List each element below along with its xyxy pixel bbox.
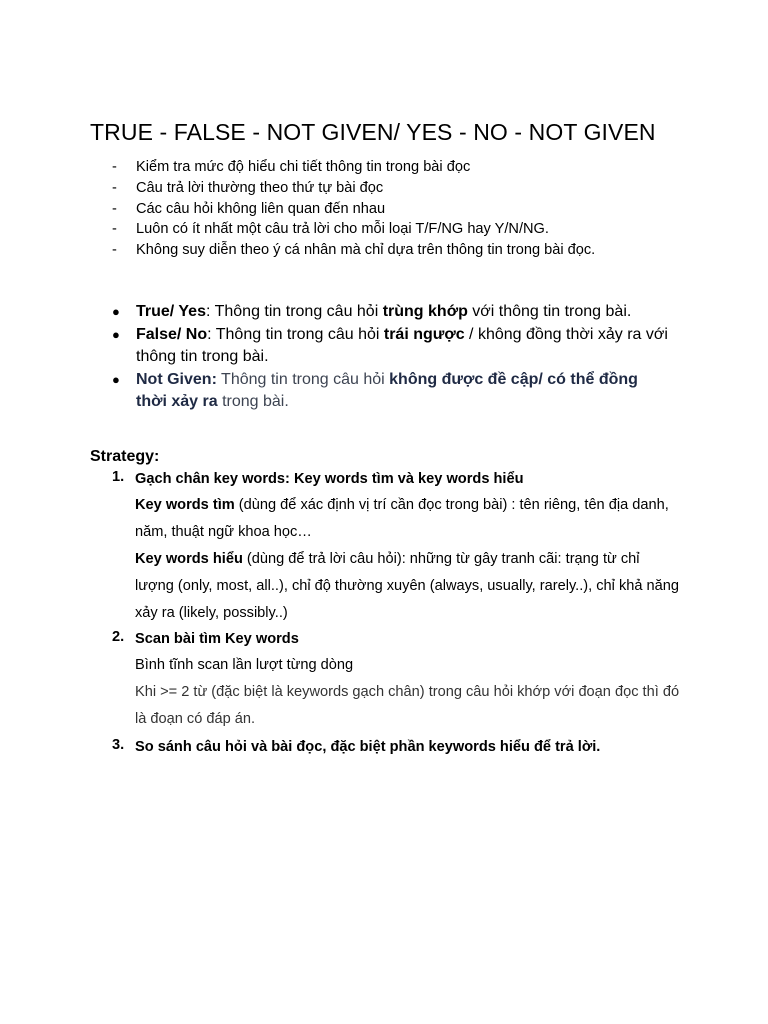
- step-heading: Gạch chân key words: Key words tìm và key words hiểu: [135, 471, 524, 487]
- strategy-step-3: [112, 737, 682, 757]
- strategy-step-2: [112, 629, 682, 733]
- dash-marker: -: [112, 179, 117, 196]
- bullet-icon: ●: [112, 371, 120, 387]
- step-paragraph-bold: Key words hiểu: [135, 551, 243, 567]
- list-item: [112, 199, 595, 220]
- list-item: [112, 157, 595, 178]
- strategy-heading: Strategy:: [90, 448, 160, 465]
- step-paragraph: [135, 492, 682, 546]
- step-paragraph-text: (dùng để xác định vị trí cần đọc trong bài) : tên riêng, tên địa danh, năm, thuật ngữ khoa học…: [135, 497, 669, 540]
- bullet-text: Thông tin trong câu hỏi: [210, 303, 383, 320]
- dash-marker: -: [112, 221, 117, 238]
- bullet-emphasis: trái ngược: [383, 325, 465, 343]
- list-item-text: Các câu hỏi không liên quan đến nhau: [136, 200, 386, 217]
- step-paragraph-text: (dùng để trả lời câu hỏi): những từ gây tranh cãi: trạng từ chỉ lượng (only, most, all..), chỉ độ thường xuyên (always, usually, rarely..), chỉ khả năng xảy ra (likely, possibly..): [135, 551, 680, 621]
- bullet-sep: :: [205, 303, 211, 320]
- bullet-text: trong bài.: [217, 393, 289, 410]
- list-item-text: Luôn có ít nhất một câu trả lời cho mỗi loại T/F/NG hay Y/N/NG.: [136, 221, 549, 238]
- bullet-text: Thông tin trong câu hỏi: [216, 370, 390, 388]
- list-item-text: Kiểm tra mức độ hiểu chi tiết thông tin trong bài đọc: [136, 159, 471, 175]
- step-heading: Scan bài tìm Key words: [135, 631, 299, 647]
- bullet-icon: ●: [112, 304, 120, 319]
- step-paragraph: Khi >= 2 từ (đặc biệt là keywords gạch chân) trong câu hỏi khớp với đoạn đọc thì đó là đoạn có đáp án.: [135, 684, 680, 727]
- step-paragraph: [135, 546, 682, 627]
- bullet-label: False/ No: [136, 325, 208, 343]
- step-heading: So sánh câu hỏi và bài đọc, đặc biệt phần keywords hiểu để trả lời.: [135, 739, 601, 755]
- bullet-icon: ●: [112, 326, 120, 342]
- page-title: TRUE - FALSE - NOT GIVEN/ YES - NO - NOT GIVEN: [90, 119, 656, 145]
- dash-marker: -: [112, 242, 117, 259]
- step-number: 1.: [112, 469, 125, 485]
- list-item-text: Câu trả lời thường theo thứ tự bài đọc: [136, 179, 384, 196]
- dash-marker: -: [112, 159, 117, 175]
- bullet-label: Not Given:: [136, 370, 217, 388]
- list-item: [112, 178, 595, 199]
- bullet-true-yes: [112, 301, 672, 324]
- bullet-label: True/ Yes: [136, 303, 206, 320]
- strategy-step-1: [112, 469, 682, 627]
- bullet-sep: :: [207, 325, 212, 343]
- bullet-emphasis: trùng khớp: [382, 303, 468, 320]
- list-item: [112, 240, 595, 261]
- list-item: [112, 219, 595, 240]
- step-number: 2.: [112, 629, 125, 645]
- bullet-text: Thông tin trong câu hỏi: [211, 325, 384, 343]
- list-item-text: Không suy diễn theo ý cá nhân mà chỉ dựa trên thông tin trong bài đọc.: [136, 242, 596, 259]
- bullet-text: với thông tin trong bài.: [467, 303, 632, 320]
- intro-dash-list: [112, 157, 595, 261]
- bullet-false-no: [112, 324, 672, 369]
- bullet-emphasis: không được đề cập/ có thể đồng thời xảy ra: [136, 370, 638, 410]
- step-paragraph-bold: Key words tìm: [135, 497, 235, 513]
- definition-bullet-list: [112, 301, 672, 414]
- dash-marker: -: [112, 200, 117, 217]
- step-paragraph: Bình tĩnh scan lần lượt từng dòng: [135, 657, 354, 673]
- step-number: 3.: [112, 737, 125, 753]
- bullet-not-given: [112, 369, 672, 414]
- bullet-text: / không đồng thời xảy ra với thông tin trong bài.: [136, 325, 668, 365]
